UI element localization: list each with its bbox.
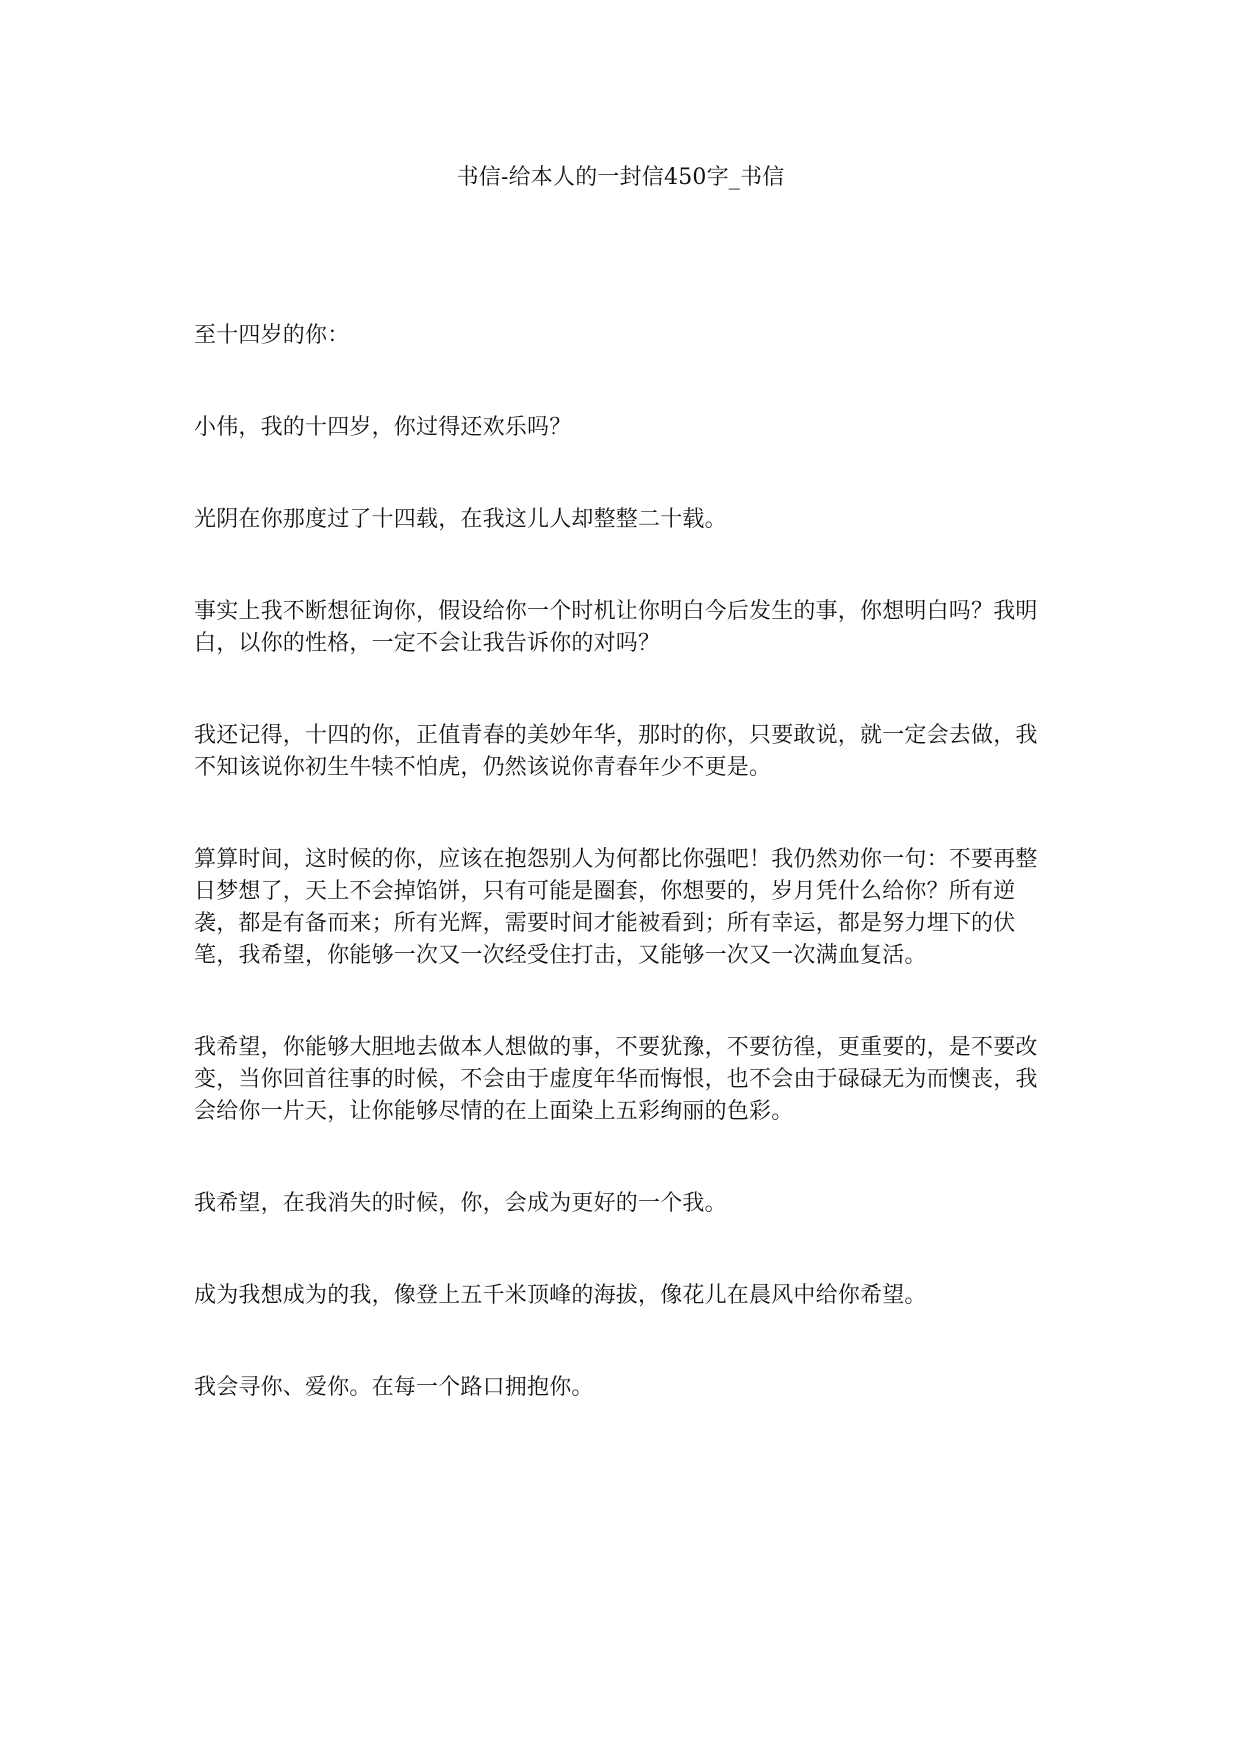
letter-paragraph-7: 我希望，在我消失的时候，你，会成为更好的一个我。: [194, 1191, 727, 1216]
document-title: 书信-给本人的一封信450字_书信: [456, 165, 785, 190]
letter-paragraph-3: 事实上我不断想征询你，假设给你一个时机让你明白今后发生的事，你想明白吗？我明白，以你的性格，一定不会让我告诉你的对吗？: [194, 599, 1038, 656]
letter-paragraph-8: 成为我想成为的我，像登上五千米顶峰的海拔，像花儿在晨风中给你希望。: [194, 1283, 927, 1308]
letter-paragraph-6: 我希望，你能够大胆地去做本人想做的事，不要犹豫，不要彷徨，更重要的，是不要改变，当你回首往事的时候，不会由于虚度年华而悔恨，也不会由于碌碌无为而懊丧，我会给你一片天，让你能够尽情的在上面染上五彩绚丽的色彩。: [194, 1035, 1038, 1124]
letter-salutation: 至十四岁的你：: [194, 323, 350, 348]
letter-paragraph-1: 小伟，我的十四岁，你过得还欢乐吗？: [194, 415, 572, 440]
letter-paragraph-9: 我会寻你、爱你。在每一个路口拥抱你。: [194, 1375, 594, 1400]
letter-paragraph-4: 我还记得，十四的你，正值青春的美妙年华，那时的你，只要敢说，就一定会去做，我不知该说你初生牛犊不怕虎，仍然该说你青春年少不更是。: [194, 723, 1038, 780]
letter-body: [194, 320, 1054, 1464]
letter-paragraph-2: 光阴在你那度过了十四载，在我这儿人却整整二十载。: [194, 507, 727, 532]
letter-paragraph-5: 算算时间，这时候的你，应该在抱怨别人为何都比你强吧！我仍然劝你一句：不要再整日梦想了，天上不会掉馅饼，只有可能是圈套，你想要的，岁月凭什么给你？所有逆袭，都是有备而来；所有光辉，需要时间才能被看到；所有幸运，都是努力埋下的伏笔，我希望，你能够一次又一次经受住打击，又能够一次又一次满血复活。: [194, 847, 1038, 968]
